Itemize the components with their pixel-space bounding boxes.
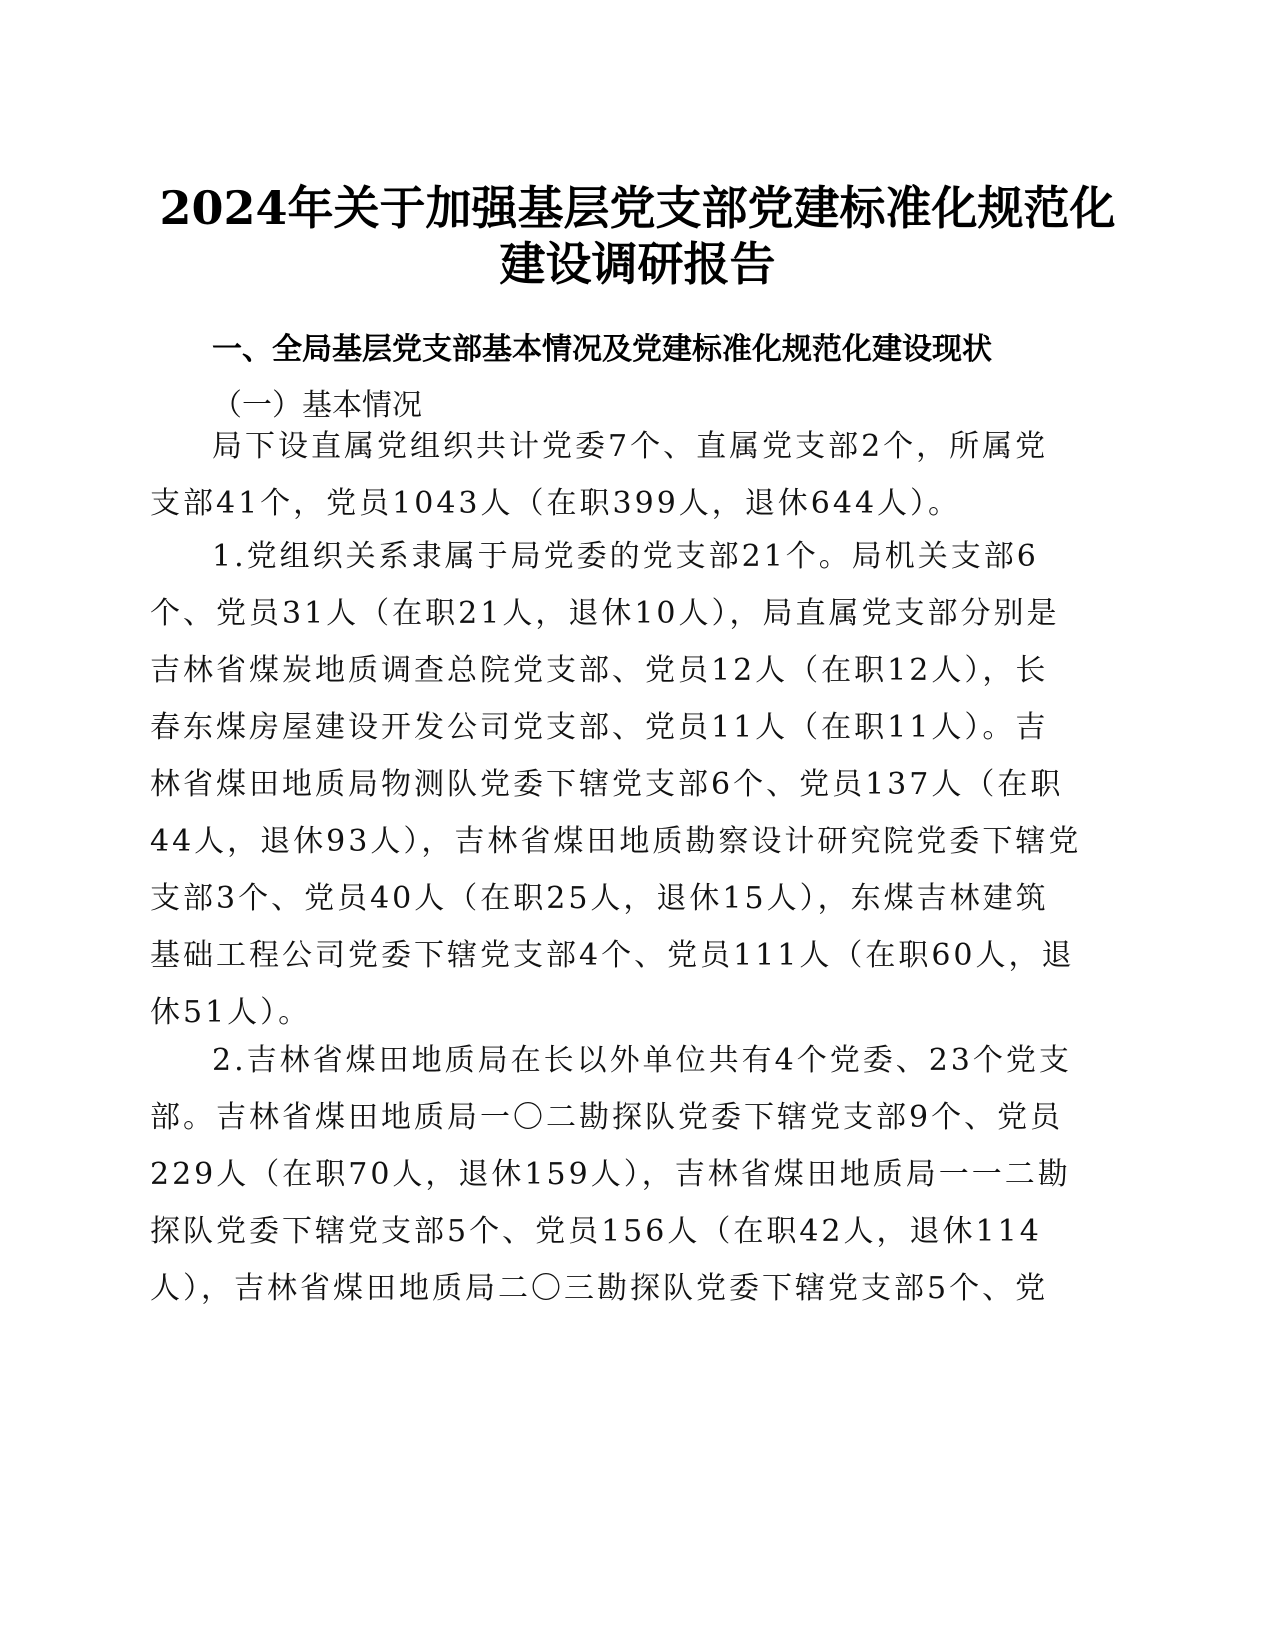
paragraph-line: 229人（在职70人，退休159人），吉林省煤田地质局一一二勘	[150, 1157, 1071, 1192]
paragraph-item-1	[150, 528, 1082, 1041]
paragraph-line: 休51人）。	[150, 995, 312, 1030]
paragraph-line: 吉林省煤炭地质调查总院党支部、党员12人（在职12人），长	[150, 653, 1049, 688]
section-heading: 一、全局基层党支部基本情况及党建标准化规范化建设现状	[212, 332, 992, 367]
paragraph-line: 支部3个、党员40人（在职25人，退休15人），东煤吉林建筑	[150, 881, 1049, 916]
paragraph-basic-stats	[150, 418, 1050, 532]
paragraph-line: 探队党委下辖党支部5个、党员156人（在职42人，退休114	[150, 1214, 1042, 1249]
document-title-line-1: 2024年关于加强基层党支部党建标准化规范化	[159, 181, 1116, 235]
paragraph-line: 个、党员31人（在职21人，退休10人），局直属党支部分别是	[150, 596, 1060, 631]
paragraph-line: 人），吉林省煤田地质局二〇三勘探队党委下辖党支部5个、党	[150, 1271, 1049, 1306]
paragraph-line: 局下设直属党组织共计党委7个、直属党支部2个，所属党	[212, 429, 1049, 464]
paragraph-item-2	[150, 1032, 1072, 1317]
paragraph-line: 1.党组织关系隶属于局党委的党支部21个。局机关支部6	[212, 539, 1039, 574]
paragraph-line: 春东煤房屋建设开发公司党支部、党员11人（在职11人）。吉	[150, 710, 1049, 745]
paragraph-line: 林省煤田地质局物测队党委下辖党支部6个、党员137人（在职	[150, 767, 1064, 802]
paragraph-line: 2.吉林省煤田地质局在长以外单位共有4个党委、23个党支	[212, 1043, 1072, 1078]
document-title-line-2: 建设调研报告	[499, 237, 776, 291]
paragraph-line: 44人，退休93人），吉林省煤田地质勘察设计研究院党委下辖党	[150, 824, 1082, 859]
paragraph-line: 支部41个，党员1043人（在职399人，退休644人）。	[150, 486, 962, 521]
paragraph-line: 部。吉林省煤田地质局一〇二勘探队党委下辖党支部9个、党员	[150, 1100, 1064, 1135]
subsection-heading: （一）基本情况	[212, 388, 422, 423]
paragraph-line: 基础工程公司党委下辖党支部4个、党员111人（在职60人，退	[150, 938, 1075, 973]
